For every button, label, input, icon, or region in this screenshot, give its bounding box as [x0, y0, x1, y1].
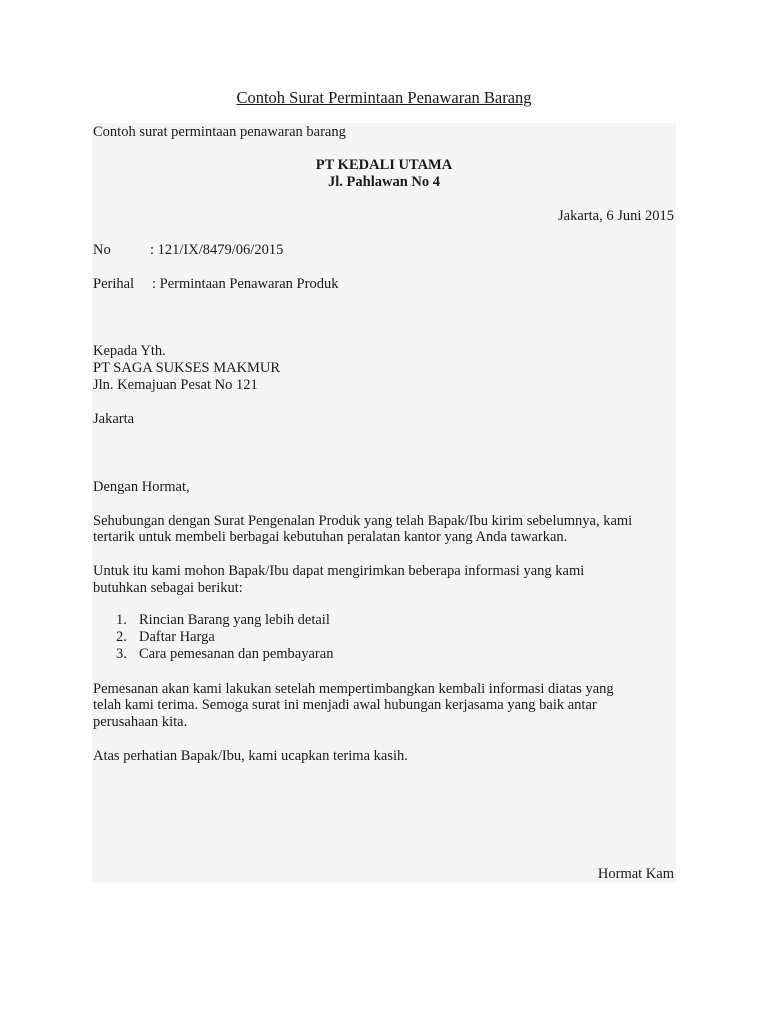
number-value: : 121/IX/8479/06/2015: [150, 242, 284, 258]
greeting: Dengan Hormat,: [93, 479, 190, 495]
recipient-address: Jln. Kemajuan Pesat No 121: [93, 377, 258, 393]
recipient-city: Jakarta: [93, 411, 135, 427]
list-item-text: Daftar Harga: [139, 629, 215, 645]
list-item-number: 1.: [116, 612, 127, 628]
recipient-name: PT SAGA SUKSES MAKMUR: [93, 360, 281, 376]
recipient-to: Kepada Yth.: [93, 343, 166, 359]
letter-number: [93, 242, 283, 259]
paragraph-1-line-2: tertarik untuk membeli berbagai kebutuhan peralatan kantor yang Anda tawarkan.: [93, 529, 568, 545]
list-item-number: 2.: [116, 629, 127, 645]
letter-intro: Contoh surat permintaan penawaran barang: [93, 124, 346, 140]
subject-value: : Permintaan Penawaran Produk: [152, 276, 339, 292]
paragraph-2-line-1: Untuk itu kami mohon Bapak/Ibu dapat mengirimkan beberapa informasi yang kami: [93, 563, 585, 579]
list-item-text: Rincian Barang yang lebih detail: [139, 612, 330, 628]
list-item-text: Cara pemesanan dan pembayaran: [139, 646, 334, 662]
sign-off: Hormat Kam: [597, 866, 674, 882]
document-title: Contoh Surat Permintaan Penawaran Barang: [236, 88, 532, 107]
paragraph-3-line-1: Pemesanan akan kami lakukan setelah mempertimbangkan kembali informasi diatas yang: [93, 681, 614, 697]
number-label: No: [93, 242, 111, 258]
subject-label: Perihal: [93, 276, 135, 292]
paragraph-2-line-2: butuhkan sebagai berikut:: [93, 580, 243, 596]
paragraph-1-line-1: Sehubungan dengan Surat Pengenalan Produk yang telah Bapak/Ibu kirim sebelumnya, kami: [93, 513, 633, 529]
closing-thanks: Atas perhatian Bapak/Ibu, kami ucapkan terima kasih.: [93, 748, 408, 764]
company-name: PT KEDALI UTAMA: [315, 157, 453, 173]
list-item-number: 3.: [116, 646, 127, 662]
company-address: Jl. Pahlawan No 4: [328, 174, 440, 190]
letter-subject: [93, 276, 338, 293]
letter-body: [92, 123, 676, 883]
letter-date: Jakarta, 6 Juni 2015: [558, 208, 674, 224]
paragraph-3-line-3: perusahaan kita.: [93, 714, 188, 730]
paragraph-3-line-2: telah kami terima. Semoga surat ini menjadi awal hubungan kerjasama yang baik antar: [93, 697, 597, 713]
